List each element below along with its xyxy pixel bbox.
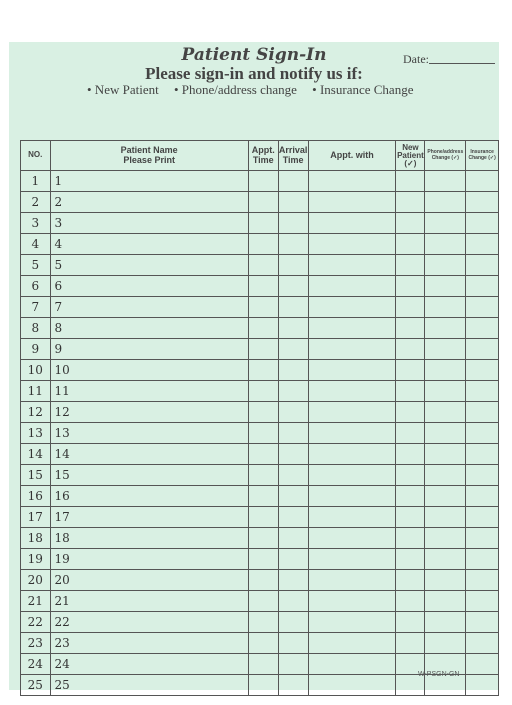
row-number: 10 bbox=[21, 360, 51, 381]
table-row bbox=[21, 339, 499, 360]
patient-name-cell[interactable]: 19 bbox=[50, 549, 248, 570]
sign-in-table bbox=[20, 140, 499, 696]
row-number: 17 bbox=[21, 507, 51, 528]
appt-with-cell[interactable] bbox=[308, 171, 396, 192]
appt-time-cell[interactable] bbox=[248, 171, 278, 192]
appt-with-cell[interactable] bbox=[308, 276, 396, 297]
header-arrival-time: Arrival Time bbox=[278, 141, 308, 171]
appt-time-cell[interactable] bbox=[248, 654, 278, 675]
insurance-check[interactable] bbox=[466, 213, 499, 234]
insurance-check[interactable] bbox=[466, 528, 499, 549]
patient-name-cell[interactable]: 12 bbox=[50, 402, 248, 423]
table-row bbox=[21, 402, 499, 423]
patient-name-cell[interactable]: 4 bbox=[50, 234, 248, 255]
row-number: 19 bbox=[21, 549, 51, 570]
patient-name-cell[interactable]: 23 bbox=[50, 633, 248, 654]
insurance-check[interactable] bbox=[466, 570, 499, 591]
row-number: 5 bbox=[21, 255, 51, 276]
phone-address-check[interactable] bbox=[425, 507, 466, 528]
arrival-time-cell[interactable] bbox=[278, 360, 308, 381]
table-row bbox=[21, 318, 499, 339]
appt-with-cell[interactable] bbox=[308, 486, 396, 507]
patient-name-cell[interactable]: 2 bbox=[50, 192, 248, 213]
phone-address-check[interactable] bbox=[425, 402, 466, 423]
new-patient-check[interactable] bbox=[396, 549, 425, 570]
insurance-check[interactable] bbox=[466, 633, 499, 654]
insurance-check[interactable] bbox=[466, 339, 499, 360]
row-number: 2 bbox=[21, 192, 51, 213]
insurance-check[interactable] bbox=[466, 276, 499, 297]
patient-name-cell[interactable]: 22 bbox=[50, 612, 248, 633]
table-row bbox=[21, 465, 499, 486]
new-patient-check[interactable] bbox=[396, 234, 425, 255]
arrival-time-cell[interactable] bbox=[278, 591, 308, 612]
table-row bbox=[21, 528, 499, 549]
phone-address-check[interactable] bbox=[425, 612, 466, 633]
header-appt-with: Appt. with bbox=[308, 141, 396, 171]
new-patient-check[interactable] bbox=[396, 612, 425, 633]
insurance-check[interactable] bbox=[466, 255, 499, 276]
appt-time-cell[interactable] bbox=[248, 192, 278, 213]
row-number: 23 bbox=[21, 633, 51, 654]
phone-address-check[interactable] bbox=[425, 633, 466, 654]
insurance-check[interactable] bbox=[466, 675, 499, 696]
table-row bbox=[21, 213, 499, 234]
table-row bbox=[21, 171, 499, 192]
table-row bbox=[21, 234, 499, 255]
appt-with-cell[interactable] bbox=[308, 465, 396, 486]
appt-with-cell[interactable] bbox=[308, 591, 396, 612]
reason-insurance: • Insurance Change bbox=[312, 82, 414, 97]
appt-with-cell[interactable] bbox=[308, 402, 396, 423]
appt-time-cell[interactable] bbox=[248, 234, 278, 255]
insurance-check[interactable] bbox=[466, 234, 499, 255]
insurance-check[interactable] bbox=[466, 297, 499, 318]
row-number: 18 bbox=[21, 528, 51, 549]
appt-with-cell[interactable] bbox=[308, 654, 396, 675]
table-row bbox=[21, 360, 499, 381]
appt-with-cell[interactable] bbox=[308, 570, 396, 591]
appt-with-cell[interactable] bbox=[308, 444, 396, 465]
row-number: 21 bbox=[21, 591, 51, 612]
appt-time-cell[interactable] bbox=[248, 528, 278, 549]
row-number: 13 bbox=[21, 423, 51, 444]
appt-time-cell[interactable] bbox=[248, 381, 278, 402]
table-row bbox=[21, 591, 499, 612]
insurance-check[interactable] bbox=[466, 612, 499, 633]
new-patient-check[interactable] bbox=[396, 297, 425, 318]
new-patient-check[interactable] bbox=[396, 507, 425, 528]
appt-time-cell[interactable] bbox=[248, 549, 278, 570]
phone-address-check[interactable] bbox=[425, 423, 466, 444]
arrival-time-cell[interactable] bbox=[278, 528, 308, 549]
table-row bbox=[21, 381, 499, 402]
appt-time-cell[interactable] bbox=[248, 486, 278, 507]
new-patient-check[interactable] bbox=[396, 213, 425, 234]
new-patient-check[interactable] bbox=[396, 192, 425, 213]
arrival-time-cell[interactable] bbox=[278, 444, 308, 465]
row-number: 14 bbox=[21, 444, 51, 465]
arrival-time-cell[interactable] bbox=[278, 675, 308, 696]
new-patient-check[interactable] bbox=[396, 633, 425, 654]
insurance-check[interactable] bbox=[466, 402, 499, 423]
patient-name-cell[interactable]: 5 bbox=[50, 255, 248, 276]
arrival-time-cell[interactable] bbox=[278, 654, 308, 675]
appt-with-cell[interactable] bbox=[308, 507, 396, 528]
appt-time-cell[interactable] bbox=[248, 612, 278, 633]
row-number: 3 bbox=[21, 213, 51, 234]
appt-time-cell[interactable] bbox=[248, 465, 278, 486]
appt-with-cell[interactable] bbox=[308, 381, 396, 402]
insurance-check[interactable] bbox=[466, 507, 499, 528]
insurance-check[interactable] bbox=[466, 318, 499, 339]
new-patient-check[interactable] bbox=[396, 171, 425, 192]
insurance-check[interactable] bbox=[466, 171, 499, 192]
appt-time-cell[interactable] bbox=[248, 255, 278, 276]
patient-name-cell[interactable]: 10 bbox=[50, 360, 248, 381]
appt-with-cell[interactable] bbox=[308, 360, 396, 381]
new-patient-check[interactable] bbox=[396, 318, 425, 339]
row-number: 12 bbox=[21, 402, 51, 423]
appt-time-cell[interactable] bbox=[248, 633, 278, 654]
row-number: 1 bbox=[21, 171, 51, 192]
arrival-time-cell[interactable] bbox=[278, 402, 308, 423]
new-patient-check[interactable] bbox=[396, 402, 425, 423]
phone-address-check[interactable] bbox=[425, 171, 466, 192]
phone-address-check[interactable] bbox=[425, 465, 466, 486]
new-patient-check[interactable] bbox=[396, 465, 425, 486]
table-row bbox=[21, 549, 499, 570]
row-number: 6 bbox=[21, 276, 51, 297]
reason-new-patient: • New Patient bbox=[87, 82, 159, 97]
appt-time-cell[interactable] bbox=[248, 423, 278, 444]
appt-time-cell[interactable] bbox=[248, 402, 278, 423]
phone-address-check[interactable] bbox=[425, 591, 466, 612]
form-subtitle: Please sign-in and notify us if: bbox=[145, 64, 363, 83]
appt-time-cell[interactable] bbox=[248, 339, 278, 360]
appt-time-cell[interactable] bbox=[248, 213, 278, 234]
phone-address-check[interactable] bbox=[425, 276, 466, 297]
table-row bbox=[21, 633, 499, 654]
new-patient-check[interactable] bbox=[396, 570, 425, 591]
phone-address-check[interactable] bbox=[425, 444, 466, 465]
arrival-time-cell[interactable] bbox=[278, 339, 308, 360]
appt-time-cell[interactable] bbox=[248, 675, 278, 696]
phone-address-check[interactable] bbox=[425, 255, 466, 276]
arrival-time-cell[interactable] bbox=[278, 213, 308, 234]
table-row bbox=[21, 507, 499, 528]
insurance-check[interactable] bbox=[466, 549, 499, 570]
appt-with-cell[interactable] bbox=[308, 213, 396, 234]
arrival-time-cell[interactable] bbox=[278, 612, 308, 633]
table-row bbox=[21, 276, 499, 297]
patient-name-cell[interactable]: 16 bbox=[50, 486, 248, 507]
appt-with-cell[interactable] bbox=[308, 339, 396, 360]
patient-name-cell[interactable]: 3 bbox=[50, 213, 248, 234]
phone-address-check[interactable] bbox=[425, 486, 466, 507]
appt-time-cell[interactable] bbox=[248, 360, 278, 381]
appt-with-cell[interactable] bbox=[308, 318, 396, 339]
arrival-time-cell[interactable] bbox=[278, 255, 308, 276]
form-title: Patient Sign-In bbox=[181, 45, 327, 65]
phone-address-check[interactable] bbox=[425, 192, 466, 213]
insurance-check[interactable] bbox=[466, 444, 499, 465]
table-row bbox=[21, 423, 499, 444]
form-code: W-PSGN-GN bbox=[418, 671, 460, 678]
new-patient-check[interactable] bbox=[396, 339, 425, 360]
patient-name-cell[interactable]: 8 bbox=[50, 318, 248, 339]
phone-address-check[interactable] bbox=[425, 339, 466, 360]
appt-with-cell[interactable] bbox=[308, 528, 396, 549]
new-patient-check[interactable] bbox=[396, 591, 425, 612]
appt-time-cell[interactable] bbox=[248, 297, 278, 318]
arrival-time-cell[interactable] bbox=[278, 276, 308, 297]
new-patient-check[interactable] bbox=[396, 276, 425, 297]
arrival-time-cell[interactable] bbox=[278, 192, 308, 213]
appt-with-cell[interactable] bbox=[308, 297, 396, 318]
arrival-time-cell[interactable] bbox=[278, 318, 308, 339]
insurance-check[interactable] bbox=[466, 360, 499, 381]
header-appt-time: Appt. Time bbox=[248, 141, 278, 171]
arrival-time-cell[interactable] bbox=[278, 549, 308, 570]
header-new-patient: New Patient (✓) bbox=[396, 141, 425, 171]
date-label: Date: bbox=[403, 52, 429, 66]
insurance-check[interactable] bbox=[466, 381, 499, 402]
arrival-time-cell[interactable] bbox=[278, 465, 308, 486]
phone-address-check[interactable] bbox=[425, 213, 466, 234]
arrival-time-cell[interactable] bbox=[278, 486, 308, 507]
patient-name-cell[interactable]: 24 bbox=[50, 654, 248, 675]
table-row bbox=[21, 612, 499, 633]
header-insurance-change: Insurance Change (✓) bbox=[466, 141, 499, 171]
arrival-time-cell[interactable] bbox=[278, 507, 308, 528]
table-row bbox=[21, 570, 499, 591]
table-row bbox=[21, 444, 499, 465]
insurance-check[interactable] bbox=[466, 423, 499, 444]
appt-with-cell[interactable] bbox=[308, 423, 396, 444]
phone-address-check[interactable] bbox=[425, 570, 466, 591]
patient-name-cell[interactable]: 17 bbox=[50, 507, 248, 528]
patient-name-cell[interactable]: 7 bbox=[50, 297, 248, 318]
table-row bbox=[21, 486, 499, 507]
appt-time-cell[interactable] bbox=[248, 591, 278, 612]
new-patient-check[interactable] bbox=[396, 381, 425, 402]
row-number: 20 bbox=[21, 570, 51, 591]
appt-time-cell[interactable] bbox=[248, 276, 278, 297]
new-patient-check[interactable] bbox=[396, 255, 425, 276]
arrival-time-cell[interactable] bbox=[278, 297, 308, 318]
row-number: 15 bbox=[21, 465, 51, 486]
insurance-check[interactable] bbox=[466, 465, 499, 486]
header-row bbox=[21, 141, 499, 171]
insurance-check[interactable] bbox=[466, 654, 499, 675]
row-number: 24 bbox=[21, 654, 51, 675]
reason-phone-address: • Phone/address change bbox=[173, 82, 297, 97]
arrival-time-cell[interactable] bbox=[278, 633, 308, 654]
appt-time-cell[interactable] bbox=[248, 318, 278, 339]
new-patient-check[interactable] bbox=[396, 360, 425, 381]
new-patient-check[interactable] bbox=[396, 423, 425, 444]
header-phone-address-change: Phone/address Change (✓) bbox=[425, 141, 466, 171]
header-no: NO. bbox=[21, 141, 51, 171]
row-number: 25 bbox=[21, 675, 51, 696]
insurance-check[interactable] bbox=[466, 192, 499, 213]
row-number: 11 bbox=[21, 381, 51, 402]
appt-time-cell[interactable] bbox=[248, 507, 278, 528]
appt-with-cell[interactable] bbox=[308, 234, 396, 255]
table-row bbox=[21, 192, 499, 213]
patient-name-cell[interactable]: 11 bbox=[50, 381, 248, 402]
arrival-time-cell[interactable] bbox=[278, 381, 308, 402]
row-number: 8 bbox=[21, 318, 51, 339]
row-number: 9 bbox=[21, 339, 51, 360]
new-patient-check[interactable] bbox=[396, 444, 425, 465]
phone-address-check[interactable] bbox=[425, 360, 466, 381]
appt-with-cell[interactable] bbox=[308, 192, 396, 213]
patient-name-cell[interactable]: 20 bbox=[50, 570, 248, 591]
sign-in-sheet bbox=[9, 42, 499, 690]
row-number: 4 bbox=[21, 234, 51, 255]
patient-name-cell[interactable]: 1 bbox=[50, 171, 248, 192]
appt-time-cell[interactable] bbox=[248, 444, 278, 465]
patient-name-cell[interactable]: 13 bbox=[50, 423, 248, 444]
arrival-time-cell[interactable] bbox=[278, 570, 308, 591]
phone-address-check[interactable] bbox=[425, 381, 466, 402]
patient-name-cell[interactable]: 18 bbox=[50, 528, 248, 549]
new-patient-check[interactable] bbox=[396, 528, 425, 549]
patient-name-cell[interactable]: 14 bbox=[50, 444, 248, 465]
table-row bbox=[21, 255, 499, 276]
appt-with-cell[interactable] bbox=[308, 633, 396, 654]
appt-with-cell[interactable] bbox=[308, 675, 396, 696]
appt-time-cell[interactable] bbox=[248, 570, 278, 591]
arrival-time-cell[interactable] bbox=[278, 423, 308, 444]
appt-with-cell[interactable] bbox=[308, 255, 396, 276]
patient-name-cell[interactable]: 9 bbox=[50, 339, 248, 360]
notify-reasons bbox=[87, 82, 507, 98]
row-number: 7 bbox=[21, 297, 51, 318]
row-number: 16 bbox=[21, 486, 51, 507]
phone-address-check[interactable] bbox=[425, 297, 466, 318]
phone-address-check[interactable] bbox=[425, 528, 466, 549]
patient-name-cell[interactable]: 15 bbox=[50, 465, 248, 486]
appt-with-cell[interactable] bbox=[308, 549, 396, 570]
arrival-time-cell[interactable] bbox=[278, 234, 308, 255]
phone-address-check[interactable] bbox=[425, 234, 466, 255]
insurance-check[interactable] bbox=[466, 591, 499, 612]
header-patient-name: Patient Name Please Print bbox=[50, 141, 248, 171]
patient-name-cell[interactable]: 21 bbox=[50, 591, 248, 612]
patient-name-cell[interactable]: 6 bbox=[50, 276, 248, 297]
arrival-time-cell[interactable] bbox=[278, 171, 308, 192]
phone-address-check[interactable] bbox=[425, 318, 466, 339]
new-patient-check[interactable] bbox=[396, 486, 425, 507]
phone-address-check[interactable] bbox=[425, 549, 466, 570]
patient-name-cell[interactable]: 25 bbox=[50, 675, 248, 696]
table-row bbox=[21, 297, 499, 318]
appt-with-cell[interactable] bbox=[308, 612, 396, 633]
row-number: 22 bbox=[21, 612, 51, 633]
insurance-check[interactable] bbox=[466, 486, 499, 507]
